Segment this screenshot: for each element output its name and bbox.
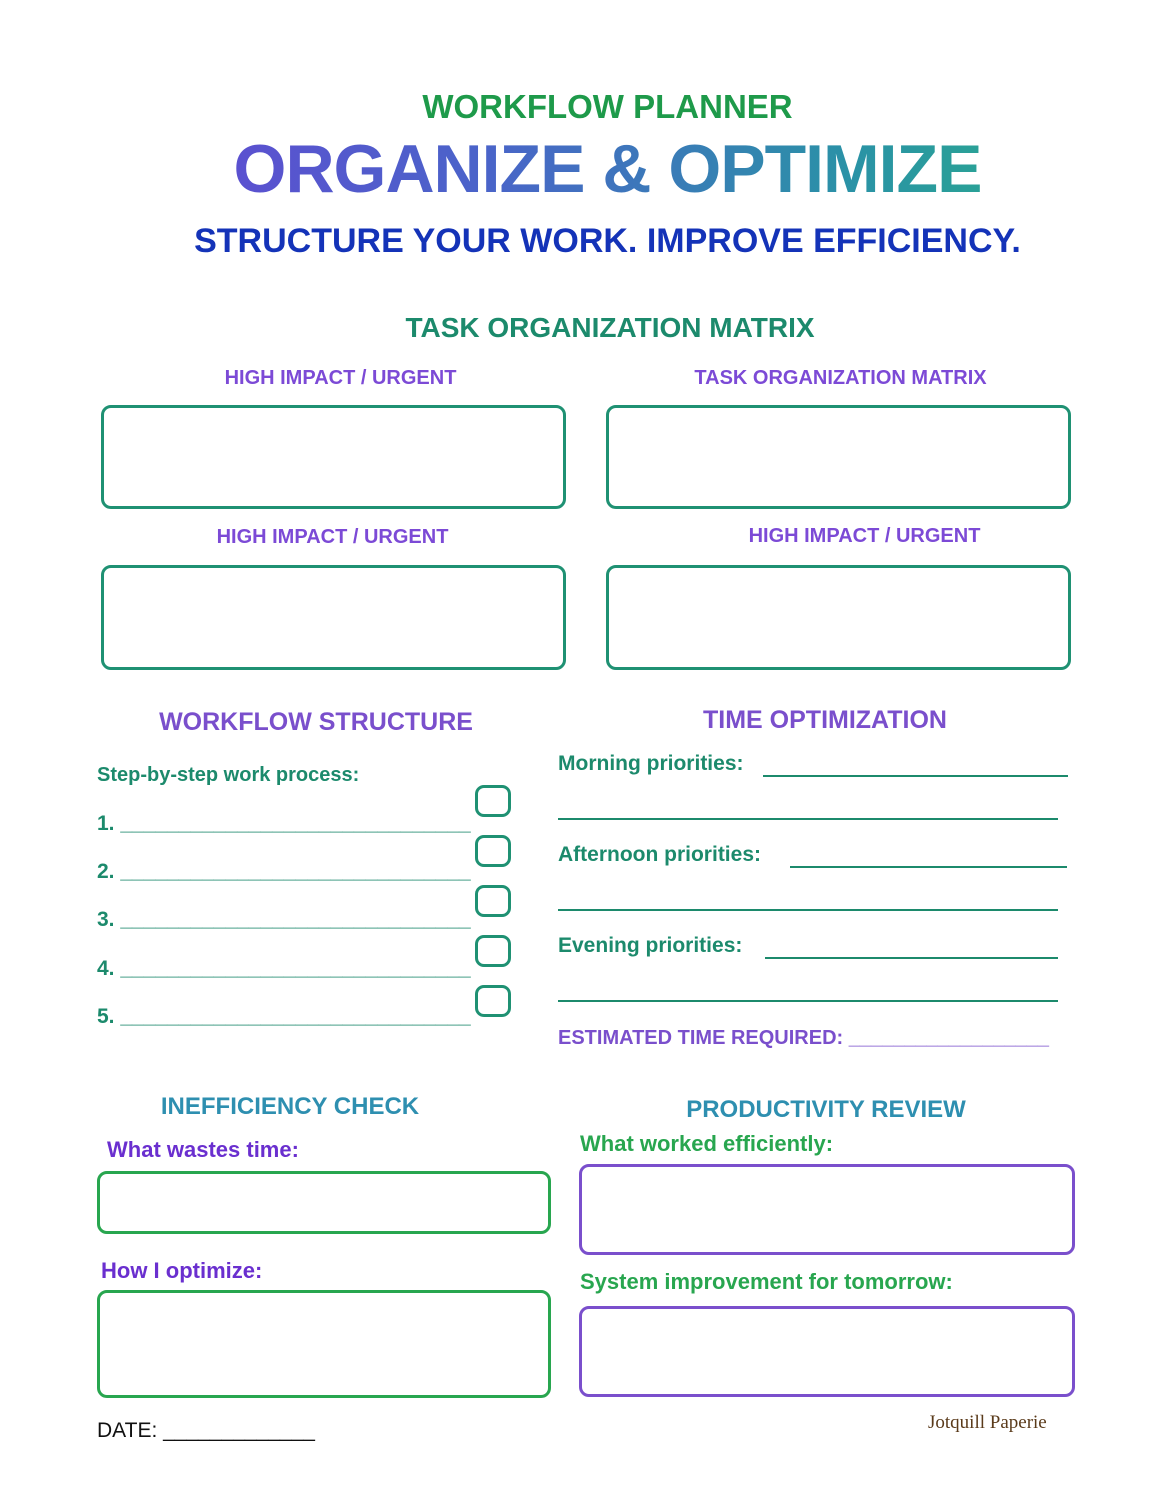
date-field[interactable]: DATE: _____________ bbox=[97, 1419, 315, 1442]
evening-line-2[interactable] bbox=[558, 1000, 1058, 1002]
quadrant-box-2[interactable] bbox=[606, 405, 1071, 509]
quadrant-label-2: TASK ORGANIZATION MATRIX bbox=[694, 367, 987, 389]
step-checkbox-3[interactable] bbox=[475, 885, 511, 917]
workflow-step-4[interactable]: 4. ______________________________ bbox=[97, 957, 471, 980]
page-title: ORGANIZE & OPTIMIZE bbox=[0, 130, 1159, 208]
step-checkbox-4[interactable] bbox=[475, 935, 511, 967]
workflow-subtitle: Step-by-step work process: bbox=[97, 764, 360, 786]
worked-efficiently-box[interactable] bbox=[579, 1164, 1075, 1255]
matrix-title: TASK ORGANIZATION MATRIX bbox=[405, 312, 815, 343]
step-checkbox-1[interactable] bbox=[475, 785, 511, 817]
brand-name: Jotquill Paperie bbox=[928, 1412, 1047, 1433]
worked-efficiently-label: What worked efficiently: bbox=[580, 1131, 834, 1156]
step-checkbox-5[interactable] bbox=[475, 985, 511, 1017]
time-title: TIME OPTIMIZATION bbox=[703, 706, 947, 734]
workflow-step-5[interactable]: 5. ______________________________ bbox=[97, 1005, 471, 1028]
wastes-time-label: What wastes time: bbox=[107, 1137, 299, 1162]
page-tagline: STRUCTURE YOUR WORK. IMPROVE EFFICIENCY. bbox=[194, 222, 1021, 260]
afternoon-label: Afternoon priorities: bbox=[558, 843, 761, 866]
estimated-time[interactable]: ESTIMATED TIME REQUIRED: __________________ bbox=[558, 1027, 1049, 1049]
quadrant-label-1: HIGH IMPACT / URGENT bbox=[224, 367, 457, 389]
quadrant-box-3[interactable] bbox=[101, 565, 566, 670]
quadrant-label-3: HIGH IMPACT / URGENT bbox=[216, 526, 449, 548]
workflow-step-1[interactable]: 1. ______________________________ bbox=[97, 812, 471, 835]
wastes-time-box[interactable] bbox=[97, 1171, 551, 1234]
workflow-step-3[interactable]: 3. ______________________________ bbox=[97, 908, 471, 931]
optimize-box[interactable] bbox=[97, 1290, 551, 1398]
header-kicker: WORKFLOW PLANNER bbox=[422, 88, 793, 125]
afternoon-line-2[interactable] bbox=[558, 909, 1058, 911]
workflow-title: WORKFLOW STRUCTURE bbox=[159, 708, 473, 736]
workflow-step-2[interactable]: 2. ______________________________ bbox=[97, 860, 471, 883]
step-checkbox-2[interactable] bbox=[475, 835, 511, 867]
afternoon-line[interactable] bbox=[790, 866, 1067, 868]
optimize-label: How I optimize: bbox=[101, 1258, 263, 1283]
inefficiency-title: INEFFICIENCY CHECK bbox=[160, 1093, 420, 1120]
improvement-label: System improvement for tomorrow: bbox=[580, 1269, 953, 1294]
morning-line-2[interactable] bbox=[558, 818, 1058, 820]
quadrant-box-1[interactable] bbox=[101, 405, 566, 509]
improvement-box[interactable] bbox=[579, 1306, 1075, 1397]
morning-label: Morning priorities: bbox=[558, 752, 744, 775]
quadrant-box-4[interactable] bbox=[606, 565, 1071, 670]
morning-line[interactable] bbox=[763, 775, 1068, 777]
review-title: PRODUCTIVITY REVIEW bbox=[686, 1096, 966, 1123]
quadrant-label-4: HIGH IMPACT / URGENT bbox=[748, 525, 981, 547]
evening-line[interactable] bbox=[765, 957, 1058, 959]
evening-label: Evening priorities: bbox=[558, 934, 743, 957]
